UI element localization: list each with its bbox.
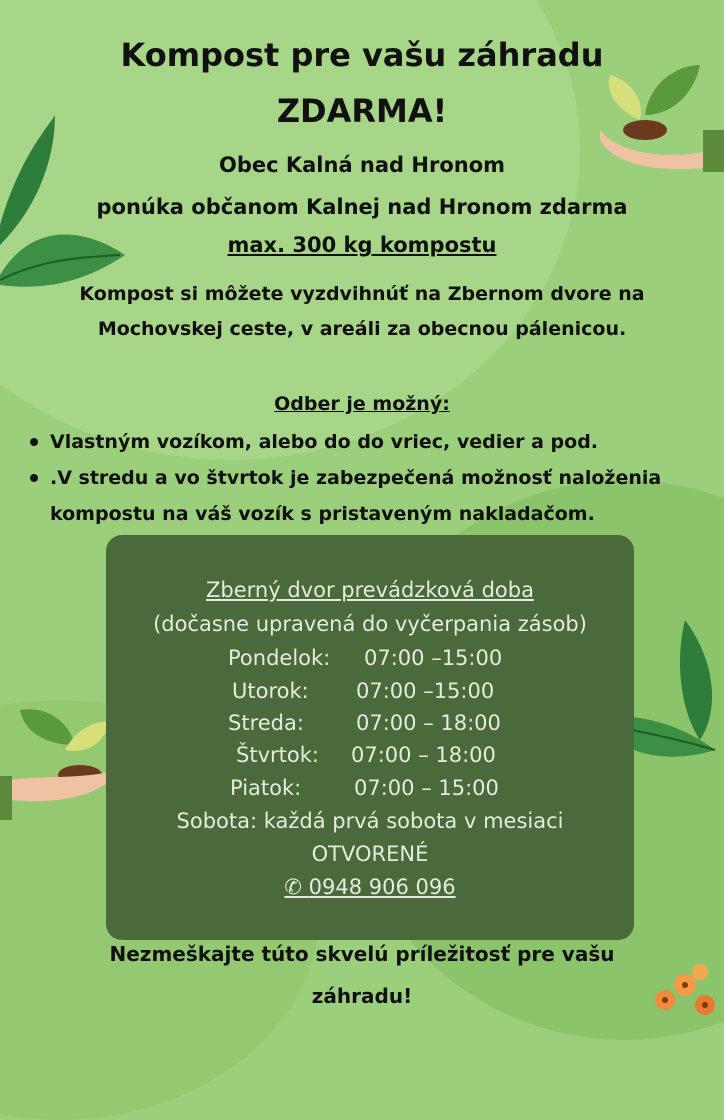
hours-note: (dočasne upravená do vyčerpania zásob)	[153, 612, 587, 636]
list-item-text: .V stredu a vo štvrtok je zabezpečená možnosť naloženia kompostu na váš vozík s pristaveným nakladačom.	[50, 467, 662, 525]
hours-day: Pondelok:	[228, 646, 331, 670]
offer-text: ponúka občanom Kalnej nad Hronom zdarma	[96, 195, 628, 219]
list-item	[30, 460, 720, 532]
hours-day: Streda:	[228, 711, 304, 735]
municipality-name: Obec Kalná nad Hronom	[218, 153, 506, 177]
collection-heading: Odber je možný:	[274, 393, 450, 415]
phone-icon: ✆	[284, 875, 302, 899]
pickup-info-line: Kompost si môžete vyzdvihnúť na Zbernom dvore na	[79, 283, 645, 305]
hours-day: Štvrtok:	[236, 743, 319, 767]
bullet-icon	[30, 474, 38, 482]
bullet-icon	[30, 438, 38, 446]
list-item	[30, 424, 720, 460]
list-item-text: Vlastným vozíkom, alebo do do vriec, vedier a pod.	[50, 431, 599, 453]
hours-time: 07:00 – 18:00	[351, 743, 496, 767]
hours-day: Piatok:	[230, 776, 302, 800]
hours-title: Zberný dvor prevádzková doba	[206, 578, 534, 602]
hours-time: 07:00 –15:00	[356, 679, 495, 703]
phone-number[interactable]	[106, 872, 634, 902]
page-title: Kompost pre vašu záhradu	[120, 36, 604, 74]
closing-text: záhradu!	[311, 984, 413, 1008]
page-title-free: ZDARMA!	[276, 92, 448, 130]
saturday-hours: Sobota: každá prvá sobota v mesiaci	[176, 809, 564, 833]
hours-time: 07:00 – 18:00	[356, 711, 501, 735]
hours-time: 07:00 – 15:00	[354, 776, 499, 800]
hours-day: Utorok:	[232, 679, 309, 703]
phone-number-text: 0948 906 096	[308, 875, 456, 899]
closing-text: Nezmeškajte túto skvelú príležitosť pre vašu	[109, 942, 615, 966]
hours-time: 07:00 –15:00	[364, 646, 503, 670]
max-amount: max. 300 kg kompostu	[227, 233, 497, 257]
pickup-info-line: Mochovskej ceste, v areáli za obecnou pálenicou.	[97, 318, 627, 340]
open-label: OTVORENÉ	[311, 842, 429, 866]
